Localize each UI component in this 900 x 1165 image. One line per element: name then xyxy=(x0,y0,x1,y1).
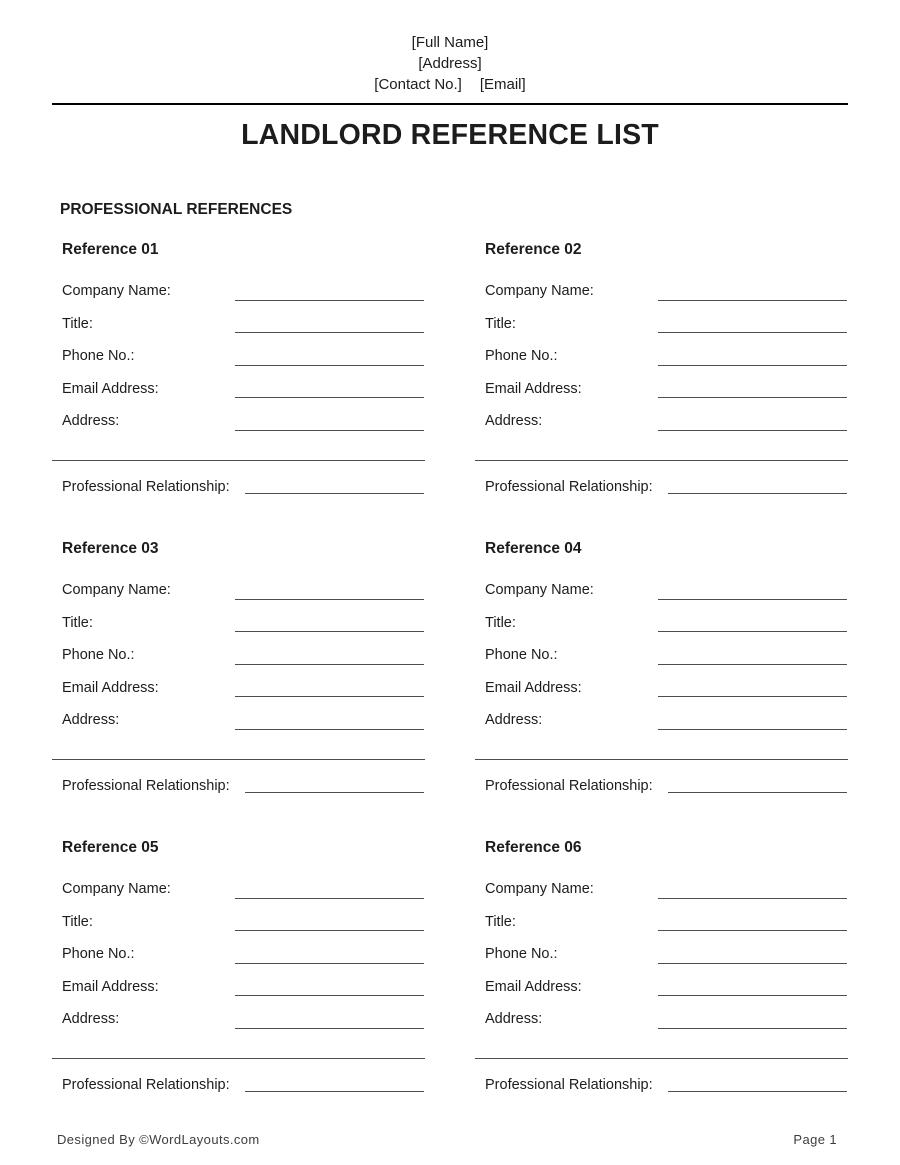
address-label: Address: xyxy=(485,413,543,430)
address-blank-line[interactable] xyxy=(658,430,847,431)
phone-no-label: Phone No.: xyxy=(62,946,135,963)
field-row-email-address xyxy=(52,672,425,705)
field-row-company-name xyxy=(475,574,848,607)
field-row-professional-relationship xyxy=(475,1073,848,1095)
reference-block xyxy=(52,840,425,1139)
field-row-phone-no xyxy=(52,639,425,672)
header-contact-no: [Contact No.] xyxy=(374,76,462,93)
title-blank-line[interactable] xyxy=(658,631,847,632)
field-row-professional-relationship xyxy=(475,475,848,497)
phone-no-blank-line[interactable] xyxy=(658,365,847,366)
title-label: Title: xyxy=(485,315,516,332)
block-separator-line xyxy=(475,1058,848,1059)
professional-relationship-blank-line[interactable] xyxy=(668,792,847,793)
phone-no-blank-line[interactable] xyxy=(658,664,847,665)
title-label: Title: xyxy=(485,614,516,631)
document-footer xyxy=(57,1132,837,1147)
title-label: Title: xyxy=(485,913,516,930)
field-row-email-address xyxy=(52,373,425,406)
header-full-name: [Full Name] xyxy=(411,34,489,51)
title-blank-line[interactable] xyxy=(235,930,424,931)
title-label: Title: xyxy=(62,315,93,332)
field-row-company-name xyxy=(52,873,425,906)
professional-relationship-label: Professional Relationship: xyxy=(485,1076,653,1093)
reference-title: Reference 01 xyxy=(62,242,159,258)
field-row-title xyxy=(52,607,425,640)
address-blank-line[interactable] xyxy=(235,430,424,431)
reference-fields xyxy=(475,275,848,438)
section-heading: PROFESSIONAL REFERENCES xyxy=(60,201,293,218)
phone-no-label: Phone No.: xyxy=(62,348,135,365)
company-name-label: Company Name: xyxy=(62,582,171,599)
reference-fields xyxy=(52,275,425,438)
reference-fields xyxy=(475,574,848,737)
professional-relationship-label: Professional Relationship: xyxy=(485,777,653,794)
email-address-blank-line[interactable] xyxy=(235,397,424,398)
reference-title: Reference 02 xyxy=(485,242,582,258)
email-address-blank-line[interactable] xyxy=(658,995,847,996)
company-name-blank-line[interactable] xyxy=(235,898,424,899)
reference-title: Reference 03 xyxy=(62,541,159,557)
professional-relationship-blank-line[interactable] xyxy=(245,1091,424,1092)
field-row-phone-no xyxy=(52,938,425,971)
company-name-label: Company Name: xyxy=(485,283,594,300)
professional-relationship-blank-line[interactable] xyxy=(245,792,424,793)
email-address-blank-line[interactable] xyxy=(235,696,424,697)
reference-fields xyxy=(52,873,425,1036)
email-address-label: Email Address: xyxy=(62,978,159,995)
reference-title: Reference 05 xyxy=(62,840,159,856)
phone-no-blank-line[interactable] xyxy=(235,963,424,964)
reference-block xyxy=(475,242,848,541)
email-address-blank-line[interactable] xyxy=(658,397,847,398)
phone-no-label: Phone No.: xyxy=(485,647,558,664)
block-separator-line xyxy=(52,759,425,760)
company-name-label: Company Name: xyxy=(62,283,171,300)
field-row-phone-no xyxy=(475,340,848,373)
title-label: Title: xyxy=(62,913,93,930)
reference-fields xyxy=(52,574,425,737)
field-row-phone-no xyxy=(475,639,848,672)
header-address: [Address] xyxy=(418,55,482,72)
footer-credit: Designed By ©WordLayouts.com xyxy=(57,1132,260,1147)
field-row-professional-relationship xyxy=(52,475,425,497)
field-row-address xyxy=(52,704,425,737)
reference-block xyxy=(52,242,425,541)
field-row-title xyxy=(52,906,425,939)
field-row-professional-relationship xyxy=(52,1073,425,1095)
professional-relationship-label: Professional Relationship: xyxy=(62,478,230,495)
phone-no-blank-line[interactable] xyxy=(235,664,424,665)
phone-no-blank-line[interactable] xyxy=(658,963,847,964)
company-name-blank-line[interactable] xyxy=(658,300,847,301)
document-header xyxy=(0,0,900,95)
field-row-phone-no xyxy=(52,340,425,373)
header-contact-row xyxy=(0,74,900,95)
field-row-phone-no xyxy=(475,938,848,971)
title-blank-line[interactable] xyxy=(235,631,424,632)
email-address-blank-line[interactable] xyxy=(658,696,847,697)
field-row-title xyxy=(52,308,425,341)
email-address-label: Email Address: xyxy=(485,978,582,995)
field-row-address xyxy=(475,1003,848,1036)
field-row-address xyxy=(475,405,848,438)
field-row-company-name xyxy=(52,574,425,607)
address-label: Address: xyxy=(485,1011,543,1028)
address-blank-line[interactable] xyxy=(235,729,424,730)
email-address-label: Email Address: xyxy=(62,679,159,696)
field-row-email-address xyxy=(475,373,848,406)
block-separator-line xyxy=(52,1058,425,1059)
email-address-label: Email Address: xyxy=(485,380,582,397)
phone-no-blank-line[interactable] xyxy=(235,365,424,366)
address-blank-line[interactable] xyxy=(235,1028,424,1029)
field-row-title xyxy=(475,906,848,939)
address-blank-line[interactable] xyxy=(658,729,847,730)
references-grid xyxy=(52,242,848,1139)
title-blank-line[interactable] xyxy=(235,332,424,333)
email-address-label: Email Address: xyxy=(485,679,582,696)
address-label: Address: xyxy=(62,712,120,729)
email-address-blank-line[interactable] xyxy=(235,995,424,996)
professional-relationship-label: Professional Relationship: xyxy=(62,1076,230,1093)
address-label: Address: xyxy=(485,712,543,729)
title-label: Title: xyxy=(62,614,93,631)
footer-page-number: Page 1 xyxy=(793,1132,837,1147)
reference-block xyxy=(52,541,425,840)
professional-relationship-blank-line[interactable] xyxy=(668,1091,847,1092)
field-row-address xyxy=(52,405,425,438)
company-name-blank-line[interactable] xyxy=(658,898,847,899)
block-separator-line xyxy=(475,460,848,461)
field-row-company-name xyxy=(475,275,848,308)
reference-block xyxy=(475,541,848,840)
company-name-label: Company Name: xyxy=(485,881,594,898)
title-blank-line[interactable] xyxy=(658,930,847,931)
professional-relationship-blank-line[interactable] xyxy=(668,493,847,494)
address-label: Address: xyxy=(62,413,120,430)
field-row-address xyxy=(52,1003,425,1036)
field-row-professional-relationship xyxy=(475,774,848,796)
field-row-email-address xyxy=(475,672,848,705)
field-row-title xyxy=(475,607,848,640)
phone-no-label: Phone No.: xyxy=(485,946,558,963)
field-row-email-address xyxy=(475,971,848,1004)
header-email: [Email] xyxy=(479,76,526,93)
block-separator-line xyxy=(475,759,848,760)
field-row-company-name xyxy=(475,873,848,906)
company-name-blank-line[interactable] xyxy=(658,599,847,600)
professional-relationship-label: Professional Relationship: xyxy=(485,478,653,495)
company-name-blank-line[interactable] xyxy=(235,599,424,600)
field-row-professional-relationship xyxy=(52,774,425,796)
reference-block xyxy=(475,840,848,1139)
professional-relationship-blank-line[interactable] xyxy=(245,493,424,494)
block-separator-line xyxy=(52,460,425,461)
phone-no-label: Phone No.: xyxy=(62,647,135,664)
company-name-label: Company Name: xyxy=(485,582,594,599)
phone-no-label: Phone No.: xyxy=(485,348,558,365)
field-row-company-name xyxy=(52,275,425,308)
title-blank-line[interactable] xyxy=(658,332,847,333)
header-rule-line xyxy=(52,103,848,105)
company-name-blank-line[interactable] xyxy=(235,300,424,301)
field-row-address xyxy=(475,704,848,737)
page-title: LANDLORD REFERENCE LIST xyxy=(241,119,659,151)
address-label: Address: xyxy=(62,1011,120,1028)
reference-fields xyxy=(475,873,848,1036)
field-row-email-address xyxy=(52,971,425,1004)
address-blank-line[interactable] xyxy=(658,1028,847,1029)
professional-relationship-label: Professional Relationship: xyxy=(62,777,230,794)
field-row-title xyxy=(475,308,848,341)
reference-title: Reference 06 xyxy=(485,840,582,856)
company-name-label: Company Name: xyxy=(62,881,171,898)
email-address-label: Email Address: xyxy=(62,380,159,397)
reference-title: Reference 04 xyxy=(485,541,582,557)
